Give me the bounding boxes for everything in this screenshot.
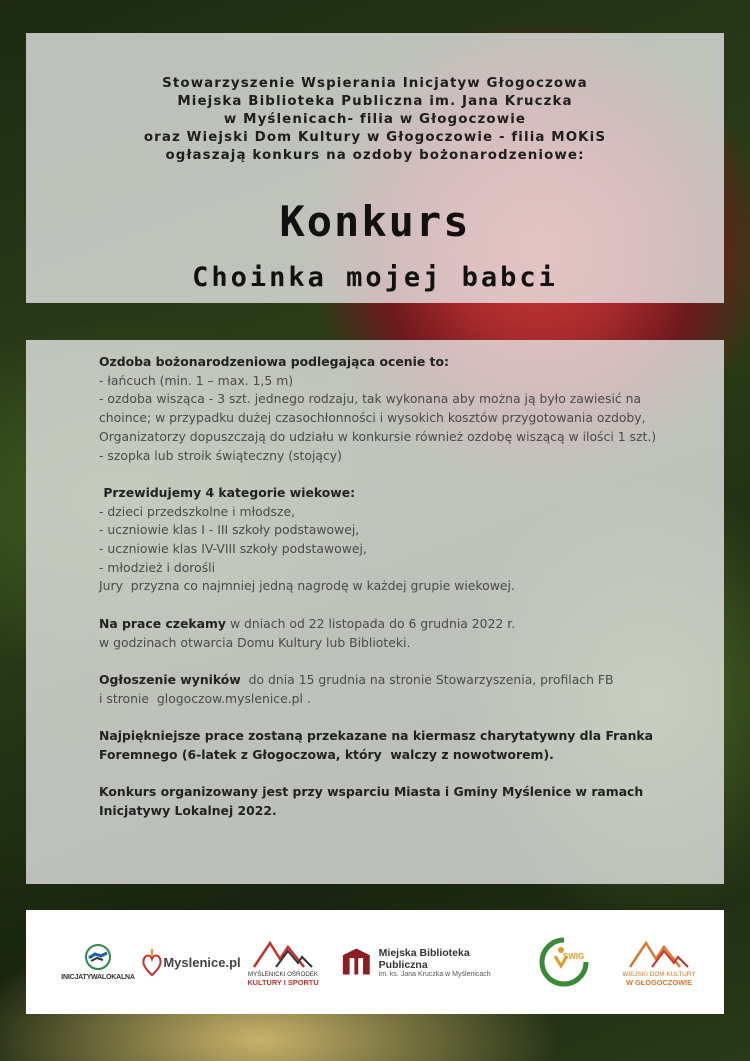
library-icon <box>340 945 373 979</box>
mbp-line1: Miejska Biblioteka Publiczna <box>378 946 470 971</box>
charity-line: Najpiękniejsze prace zostaną przekazane na kiermasz charytatywny dla Franka <box>99 728 654 743</box>
mokis-line1: MYŚLENICKI OŚRODEK <box>247 971 319 978</box>
header-panel <box>26 33 724 303</box>
results <box>99 671 659 690</box>
results-label: Ogłoszenie wyników <box>99 671 241 687</box>
category-item: - dzieci przedszkolne i młodsze, <box>99 503 296 519</box>
organizer-line: oraz Wiejski Dom Kultury w Głogoczowie - filia MOKiS <box>143 130 607 145</box>
category-item: - uczniowie klas IV-VIII szkoły podstawowej, <box>99 541 367 557</box>
organizer-line: Stowarzyszenie Wspierania Inicjatyw Głogoczowa <box>162 76 588 91</box>
myslenice-logo <box>148 922 241 1002</box>
category-item: - młodzież i dorośli <box>99 559 216 575</box>
organizer-line: ogłaszają konkurs na ozdoby bożonarodzeniowe: <box>165 148 585 163</box>
inicjatywa-lokalna-logo <box>62 922 134 1002</box>
swig-emblem-icon <box>535 936 593 988</box>
results-info: do dnia 15 grudnia na stronie Stowarzyszenia, profilach FB <box>240 671 614 687</box>
page-title: Konkurs <box>279 197 471 246</box>
ornament-line: - łańcuch (min. 1 – max. 1,5 m) <box>99 372 294 388</box>
myslenice-label: Myslenice.pl <box>163 954 241 970</box>
swig-logo <box>532 922 596 1002</box>
organizer-line: Miejska Biblioteka Publiczna im. Jana Kruczka <box>177 94 573 109</box>
results-website: i stronie glogoczow.myslenice.pl . <box>99 690 311 706</box>
support-line: Konkurs organizowany jest przy wsparciu Miasta i Gminy Myślenice w ramach <box>99 784 644 800</box>
mountains-icon <box>252 937 314 969</box>
mbp-logo <box>340 922 516 1002</box>
wdk-line1: WIEJSKI DOM KULTURY <box>622 971 696 978</box>
ornament-line: choince; w przypadku dużej czasochłonności i wysokich kosztów przygotowania ozdoby, <box>99 410 646 426</box>
deadline <box>99 615 659 634</box>
jury-line: Jury przyzna co najmniej jedną nagrodę w każdej grupie wiekowej. <box>99 578 515 594</box>
organizer-line: w Myślenicach- filia w Głogoczowie <box>223 112 527 127</box>
categories-heading: Przewidujemy 4 kategorie wiekowe: <box>99 484 356 500</box>
page-subtitle: Choinka mojej babci <box>192 262 558 293</box>
mbp-line2: im. ks. Jana Kruczka w Myślenicach <box>378 970 491 978</box>
deadline-label: Na prace czekamy <box>99 615 226 631</box>
handshake-icon <box>83 943 113 971</box>
rules-text <box>99 353 659 821</box>
mokis-logo <box>242 922 324 1002</box>
support-line: Inicjatywy Lokalnej 2022. <box>99 802 277 818</box>
mountains-icon <box>628 937 690 969</box>
ornament-line: Organizatorzy dopuszczają do udziału w konkursie również ozdobę wiszącą w ilości 1 szt.) <box>99 428 657 444</box>
heart-icon <box>141 947 163 977</box>
wdk-line2: W GŁOGOCZOWIE <box>625 978 693 987</box>
category-item: - uczniowie klas I - III szkoły podstawowej, <box>99 522 360 538</box>
ornament-line: - ozdoba wisząca - 3 szt. jednego rodzaju, tak wykonana aby można ją było zawiesić na <box>99 391 642 407</box>
ornament-line: - szopka lub stroik świąteczny (stojący) <box>99 447 342 463</box>
inicjatywa-label: INICJATYWALOKALNA <box>61 974 135 981</box>
deadline-dates: w dniach od 22 listopada do 6 grudnia 2022 r. <box>226 615 516 631</box>
wdk-logo <box>614 922 704 1002</box>
mokis-line2: KULTURY I SPORTU <box>247 978 319 987</box>
charity-line: Foremnego (6-latek z Głogoczowa, który walczy z nowotworem). <box>99 746 554 762</box>
ornament-heading: Ozdoba bożonarodzeniowa podlegająca ocenie to: <box>99 354 449 369</box>
organizers <box>26 75 724 165</box>
swig-label: SWIG <box>563 952 585 961</box>
deadline-hours: w godzinach otwarcia Domu Kultury lub Biblioteki. <box>99 634 411 650</box>
